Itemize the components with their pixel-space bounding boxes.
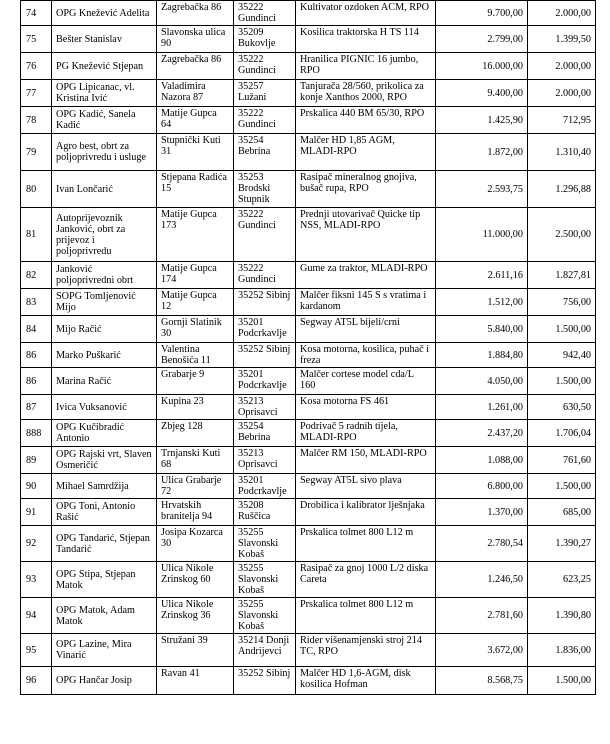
total-amount: 1.872,00 xyxy=(436,134,528,171)
grant-amount: 1.296,88 xyxy=(528,171,596,208)
equipment-description: Prskalica 440 BM 65/30, RPO xyxy=(296,107,436,134)
equipment-description: Kosilica traktorska H TS 114 xyxy=(296,26,436,53)
address-street: Matije Gupca 173 xyxy=(157,208,234,262)
recipient-name: OPG Matok, Adam Matok xyxy=(52,598,157,634)
total-amount: 2.611,16 xyxy=(436,262,528,289)
grant-amount: 1.500,00 xyxy=(528,474,596,499)
equipment-description: Prskalica tolmet 800 L12 m xyxy=(296,526,436,562)
address-street: Stjepana Radića 15 xyxy=(157,171,234,208)
row-number: 94 xyxy=(21,598,52,634)
total-amount: 2.437,20 xyxy=(436,420,528,447)
grant-amount: 756,00 xyxy=(528,289,596,316)
total-amount: 1.512,00 xyxy=(436,289,528,316)
total-amount: 5.840,00 xyxy=(436,316,528,343)
address-place: 35222 Gundinci xyxy=(234,262,296,289)
address-street: Zagrebačka 86 xyxy=(157,53,234,80)
address-street: Slavonska ulica 90 xyxy=(157,26,234,53)
table-row xyxy=(21,289,596,316)
total-amount: 1.261,00 xyxy=(436,395,528,420)
recipient-name: OPG Lipicanac, vl. Kristina Ivić xyxy=(52,80,157,107)
address-place: 35255 Slavonski Kobaš xyxy=(234,562,296,598)
equipment-description: Podrivač 5 radnih tijela, MLADI-RPO xyxy=(296,420,436,447)
table-row xyxy=(21,53,596,80)
total-amount: 3.672,00 xyxy=(436,634,528,667)
total-amount: 1.370,00 xyxy=(436,499,528,526)
row-number: 81 xyxy=(21,208,52,262)
address-street: Valentina Benošića 11 xyxy=(157,343,234,368)
recipient-name: Marina Račić xyxy=(52,368,157,395)
recipient-name: OPG Rajski vrt, Slaven Osmeričić xyxy=(52,447,157,474)
equipment-description: Malčer cortese model cda/L 160 xyxy=(296,368,436,395)
row-number: 91 xyxy=(21,499,52,526)
address-place: 35252 Sibinj xyxy=(234,343,296,368)
grant-amount: 1.500,00 xyxy=(528,667,596,695)
total-amount: 16.000,00 xyxy=(436,53,528,80)
total-amount: 1.246,50 xyxy=(436,562,528,598)
address-place: 35201 Podcrkavlje xyxy=(234,316,296,343)
row-number: 82 xyxy=(21,262,52,289)
recipient-name: Ivan Lončarić xyxy=(52,171,157,208)
address-street: Hrvatskih branitelja 94 xyxy=(157,499,234,526)
table-row xyxy=(21,447,596,474)
equipment-description: Drobilica i kalibrator lješnjaka xyxy=(296,499,436,526)
address-street: Grabarje 9 xyxy=(157,368,234,395)
grant-amount: 2.500,00 xyxy=(528,208,596,262)
row-number: 76 xyxy=(21,53,52,80)
grant-amount: 1.310,40 xyxy=(528,134,596,171)
grant-amount: 761,60 xyxy=(528,447,596,474)
row-number: 93 xyxy=(21,562,52,598)
address-place: 35254 Bebrina xyxy=(234,420,296,447)
grant-amount: 2.000,00 xyxy=(528,1,596,26)
recipient-name: Agro best, obrt za poljoprivredu i usluge xyxy=(52,134,157,171)
address-street: Stružani 39 xyxy=(157,634,234,667)
equipment-description: Tanjurača 28/560, prikolica za konje Xanthos 2000, RPO xyxy=(296,80,436,107)
recipient-name: SOPG Tomljenović Mijo xyxy=(52,289,157,316)
table-row xyxy=(21,343,596,368)
equipment-description: Malčer HD 1,6-AGM, disk kosilica Hofman xyxy=(296,667,436,695)
address-street: Josipa Kozarca 30 xyxy=(157,526,234,562)
recipient-name: Marko Puškarić xyxy=(52,343,157,368)
recipient-name: OPG Stipa, Stjepan Matok xyxy=(52,562,157,598)
grant-amount: 1.706,04 xyxy=(528,420,596,447)
table-row xyxy=(21,420,596,447)
address-place: 35201 Podcrkavlje xyxy=(234,368,296,395)
total-amount: 9.700,00 xyxy=(436,1,528,26)
table-row xyxy=(21,107,596,134)
address-street: Stupnički Kuti 31 xyxy=(157,134,234,171)
recipient-name: Mihael Samrdžija xyxy=(52,474,157,499)
row-number: 90 xyxy=(21,474,52,499)
grant-amount: 1.836,00 xyxy=(528,634,596,667)
grant-amount: 623,25 xyxy=(528,562,596,598)
address-place: 35209 Bukovlje xyxy=(234,26,296,53)
address-street: Ulica Nikole Zrinskog 36 xyxy=(157,598,234,634)
equipment-description: Malčer HD 1,85 AGM, MLADI-RPO xyxy=(296,134,436,171)
address-place: 35222 Gundinci xyxy=(234,1,296,26)
table-row xyxy=(21,316,596,343)
address-place: 35213 Oprisavci xyxy=(234,447,296,474)
table-row xyxy=(21,526,596,562)
address-place: 35222 Gundinci xyxy=(234,208,296,262)
total-amount: 6.800,00 xyxy=(436,474,528,499)
address-place: 35222 Gundinci xyxy=(234,53,296,80)
equipment-description: Hranilica PIGNIC 16 jumbo, RPO xyxy=(296,53,436,80)
table-row xyxy=(21,368,596,395)
address-place: 35252 Sibinj xyxy=(234,289,296,316)
row-number: 888 xyxy=(21,420,52,447)
row-number: 87 xyxy=(21,395,52,420)
table-row xyxy=(21,1,596,26)
equipment-description: Kosa motorna FS 461 xyxy=(296,395,436,420)
address-street: Ulica Nikole Zrinskog 60 xyxy=(157,562,234,598)
total-amount: 2.781,60 xyxy=(436,598,528,634)
table-row xyxy=(21,171,596,208)
total-amount: 1.088,00 xyxy=(436,447,528,474)
equipment-description: Segway AT5L bijeli/crni xyxy=(296,316,436,343)
address-place: 35252 Sibinj xyxy=(234,667,296,695)
address-place: 35255 Slavonski Kobaš xyxy=(234,598,296,634)
row-number: 96 xyxy=(21,667,52,695)
equipment-description: Gume za traktor, MLADI-RPO xyxy=(296,262,436,289)
grant-amount: 1.500,00 xyxy=(528,316,596,343)
recipient-name: Mijo Račić xyxy=(52,316,157,343)
address-place: 35214 Donji Andrijevci xyxy=(234,634,296,667)
equipment-description: Kosa motorna, kosilica, puhač i freza xyxy=(296,343,436,368)
row-number: 83 xyxy=(21,289,52,316)
total-amount: 2.780,54 xyxy=(436,526,528,562)
recipients-table-body xyxy=(21,1,596,695)
equipment-description: Segway AT5L sivo plava xyxy=(296,474,436,499)
total-amount: 4.050,00 xyxy=(436,368,528,395)
address-street: Valadimira Nazora 87 xyxy=(157,80,234,107)
row-number: 80 xyxy=(21,171,52,208)
address-place: 35201 Podcrkavlje xyxy=(234,474,296,499)
equipment-description: Rider višenamjenski stroj 214 TC, RPO xyxy=(296,634,436,667)
row-number: 86 xyxy=(21,343,52,368)
row-number: 77 xyxy=(21,80,52,107)
table-row xyxy=(21,634,596,667)
address-place: 35213 Oprisavci xyxy=(234,395,296,420)
address-place: 35208 Ruščica xyxy=(234,499,296,526)
equipment-description: Kultivator ozdoken ACM, RPO xyxy=(296,1,436,26)
grant-amount: 712,95 xyxy=(528,107,596,134)
address-street: Matije Gupca 12 xyxy=(157,289,234,316)
row-number: 79 xyxy=(21,134,52,171)
table-row xyxy=(21,598,596,634)
address-street: Kupina 23 xyxy=(157,395,234,420)
grant-amount: 942,40 xyxy=(528,343,596,368)
total-amount: 2.799,00 xyxy=(436,26,528,53)
recipient-name: OPG Knežević Adelita xyxy=(52,1,157,26)
total-amount: 2.593,75 xyxy=(436,171,528,208)
grant-amount: 1.390,27 xyxy=(528,526,596,562)
total-amount: 8.568,75 xyxy=(436,667,528,695)
total-amount: 9.400,00 xyxy=(436,80,528,107)
recipient-name: Autoprijevoznik Janković, obrt za prijevoz i poljoprivredu xyxy=(52,208,157,262)
row-number: 74 xyxy=(21,1,52,26)
row-number: 92 xyxy=(21,526,52,562)
address-place: 35257 Lužani xyxy=(234,80,296,107)
table-row xyxy=(21,80,596,107)
recipient-name: OPG Kadić, Sanela Kadić xyxy=(52,107,157,134)
address-street: Trnjanski Kuti 68 xyxy=(157,447,234,474)
recipient-name: Bešter Stanislav xyxy=(52,26,157,53)
table-row xyxy=(21,134,596,171)
table-row xyxy=(21,26,596,53)
total-amount: 11.000,00 xyxy=(436,208,528,262)
total-amount: 1.425,90 xyxy=(436,107,528,134)
grant-amount: 1.827,81 xyxy=(528,262,596,289)
grant-amount: 1.500,00 xyxy=(528,368,596,395)
equipment-description: Malčer RM 150, MLADI-RPO xyxy=(296,447,436,474)
recipient-name: OPG Lazine, Mira Vinarić xyxy=(52,634,157,667)
recipient-name: OPG Toni, Antonio Rašić xyxy=(52,499,157,526)
grant-amount: 630,50 xyxy=(528,395,596,420)
row-number: 95 xyxy=(21,634,52,667)
table-row xyxy=(21,395,596,420)
row-number: 75 xyxy=(21,26,52,53)
address-street: Gornji Slatinik 30 xyxy=(157,316,234,343)
address-street: Zbjeg 128 xyxy=(157,420,234,447)
address-place: 35255 Slavonski Kobaš xyxy=(234,526,296,562)
table-row xyxy=(21,262,596,289)
row-number: 84 xyxy=(21,316,52,343)
grant-amount: 1.390,80 xyxy=(528,598,596,634)
equipment-description: Prskalica tolmet 800 L12 m xyxy=(296,598,436,634)
row-number: 89 xyxy=(21,447,52,474)
address-place: 35253 Brodski Stupnik xyxy=(234,171,296,208)
recipient-name: OPG Tandarić, Stjepan Tandarić xyxy=(52,526,157,562)
grant-amount: 685,00 xyxy=(528,499,596,526)
table-row xyxy=(21,474,596,499)
recipient-name: Ivica Vuksanović xyxy=(52,395,157,420)
address-place: 35222 Gundinci xyxy=(234,107,296,134)
address-street: Matije Gupca 64 xyxy=(157,107,234,134)
address-street: Matije Gupca 174 xyxy=(157,262,234,289)
table-row xyxy=(21,562,596,598)
address-street: Ravan 41 xyxy=(157,667,234,695)
grant-amount: 2.000,00 xyxy=(528,53,596,80)
table-row xyxy=(21,499,596,526)
total-amount: 1.884,80 xyxy=(436,343,528,368)
address-street: Zagrebačka 86 xyxy=(157,1,234,26)
recipient-name: OPG Hančar Josip xyxy=(52,667,157,695)
table-row xyxy=(21,667,596,695)
recipients-table xyxy=(20,0,596,695)
address-place: 35254 Bebrina xyxy=(234,134,296,171)
row-number: 78 xyxy=(21,107,52,134)
equipment-description: Prednji utovarivač Quicke tip NSS, MLADI-RPO xyxy=(296,208,436,262)
row-number: 86 xyxy=(21,368,52,395)
equipment-description: Malčer fiksni 145 S s vratima i kardanom xyxy=(296,289,436,316)
equipment-description: Rasipač mineralnog gnojiva, bušač rupa, RPO xyxy=(296,171,436,208)
address-street: Ulica Grabarje 72 xyxy=(157,474,234,499)
recipient-name: PG Knežević Stjepan xyxy=(52,53,157,80)
grant-amount: 1.399,50 xyxy=(528,26,596,53)
grant-amount: 2.000,00 xyxy=(528,80,596,107)
recipient-name: Janković poljoprivredni obrt xyxy=(52,262,157,289)
recipient-name: OPG Kučibradić Antonio xyxy=(52,420,157,447)
equipment-description: Rasipač za gnoj 1000 L/2 diska Careta xyxy=(296,562,436,598)
table-row xyxy=(21,208,596,262)
